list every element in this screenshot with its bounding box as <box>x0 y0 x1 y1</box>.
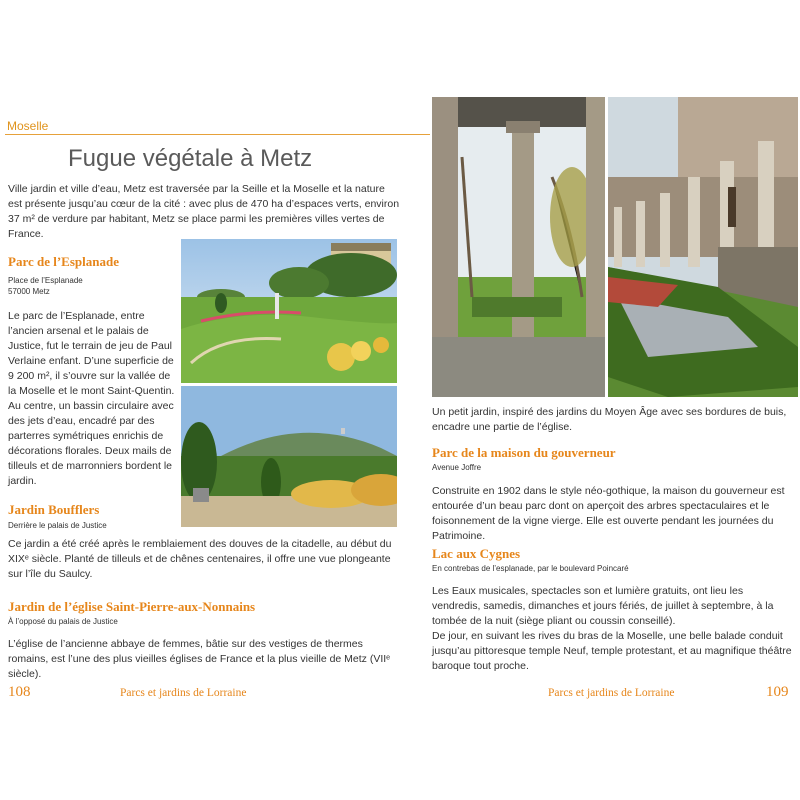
saint-pierre-text: L’église de l’ancienne abbaye de femmes, bâtie sur des vestiges de thermes romains, est l’une des plus vieilles églises de France et la plus vieille de Metz (VIIᵉ siècle). <box>8 638 391 680</box>
gouverneur-subtitle: Avenue Joffre <box>432 463 482 472</box>
cygnes-section <box>432 546 794 674</box>
intro-paragraph: Ville jardin et ville d’eau, Metz est traversée par la Seille et la Moselle et la nature est présente jusqu’au cœur de la cité : avec plus de 470 ha d’espaces verts, environ 37 m² de verdure par habitant, Metz se place parmi les premières villes vertes de France. <box>8 183 400 240</box>
left-page-number: 108 <box>8 684 31 700</box>
section-rule <box>5 134 430 135</box>
boufflers-section <box>8 502 178 531</box>
left-running-title: Parcs et jardins de Lorraine <box>120 687 247 699</box>
section-label: Moselle <box>7 119 49 133</box>
boufflers-text: Ce jardin a été créé après le remblaiement des douves de la citadelle, au début du XIXᵉ siècle. Planté de tilleuls et de chênes centenaires, il offre une vue plongeante sur l’île du Saulcy. <box>8 538 392 580</box>
right-running-title: Parcs et jardins de Lorraine <box>548 687 675 699</box>
cygnes-subtitle: En contrebas de l’esplanade, par le boulevard Poincaré <box>432 564 629 573</box>
box-hedge-photo <box>608 97 798 397</box>
saint-pierre-subtitle: À l’opposé du palais de Justice <box>8 617 118 626</box>
esplanade-address-line2: 57000 Metz <box>8 287 50 296</box>
esplanade-heading: Parc de l’Esplanade <box>8 254 119 269</box>
cygnes-heading: Lac aux Cygnes <box>432 546 521 561</box>
right-page <box>410 0 800 800</box>
saint-pierre-section <box>8 599 403 682</box>
gouverneur-text: Construite en 1902 dans le style néo-gothique, la maison du gouverneur est entourée d’un beau parc dont on aperçoit des arbres spectaculaires et le foisonnement de la vigne vierge. Elle est ouverte pendant les journées du Patrimoine. <box>432 485 785 542</box>
right-page-number: 109 <box>766 684 789 700</box>
cloister-caption: Un petit jardin, inspiré des jardins du Moyen Âge avec ses bordures de buis, encadre une partie de l’église. <box>432 406 787 433</box>
page-title: Fugue végétale à Metz <box>68 145 313 172</box>
esplanade-photo <box>181 239 397 383</box>
gouverneur-heading: Parc de la maison du gouverneur <box>432 445 616 460</box>
cygnes-text-1: Les Eaux musicales, spectacles son et lumière gratuits, ont lieu les vendredis, samedis, dimanches et jours fériés, de juillet à septembre, à la tombée de la nuit (siège pliant ou coussin conseillé). <box>432 585 774 627</box>
esplanade-address-line1: Place de l’Esplanade <box>8 276 83 285</box>
saint-pierre-heading: Jardin de l’église Saint-Pierre-aux-Nonnains <box>8 599 256 614</box>
cygnes-text-2: De jour, en suivant les rives du bras de la Moselle, une belle balade conduit jusqu’au pittoresque temple Neuf, temple protestant, et au magnifique théâtre baroque tout proche. <box>432 630 792 672</box>
boufflers-subtitle: Derrière le palais de Justice <box>8 521 107 530</box>
cloister-photo <box>432 97 605 397</box>
gouverneur-section <box>432 445 792 544</box>
esplanade-section <box>8 254 178 489</box>
boufflers-photo <box>181 386 397 527</box>
esplanade-text: Le parc de l’Esplanade, entre l’ancien arsenal et le palais de Justice, fut le terrain de jeu de Paul Verlaine enfant. D’une superficie de 9 200 m², il s’ouvre sur la vallée de la Moselle et le mont Saint-Quentin. Au centre, un bassin circulaire avec des jets d’eau, encadré par des parterres symétriques enrichis de décorations florales. Deux mails de tilleuls et de marronniers bordent le jardin. <box>8 310 175 487</box>
boufflers-heading: Jardin Boufflers <box>8 502 100 517</box>
